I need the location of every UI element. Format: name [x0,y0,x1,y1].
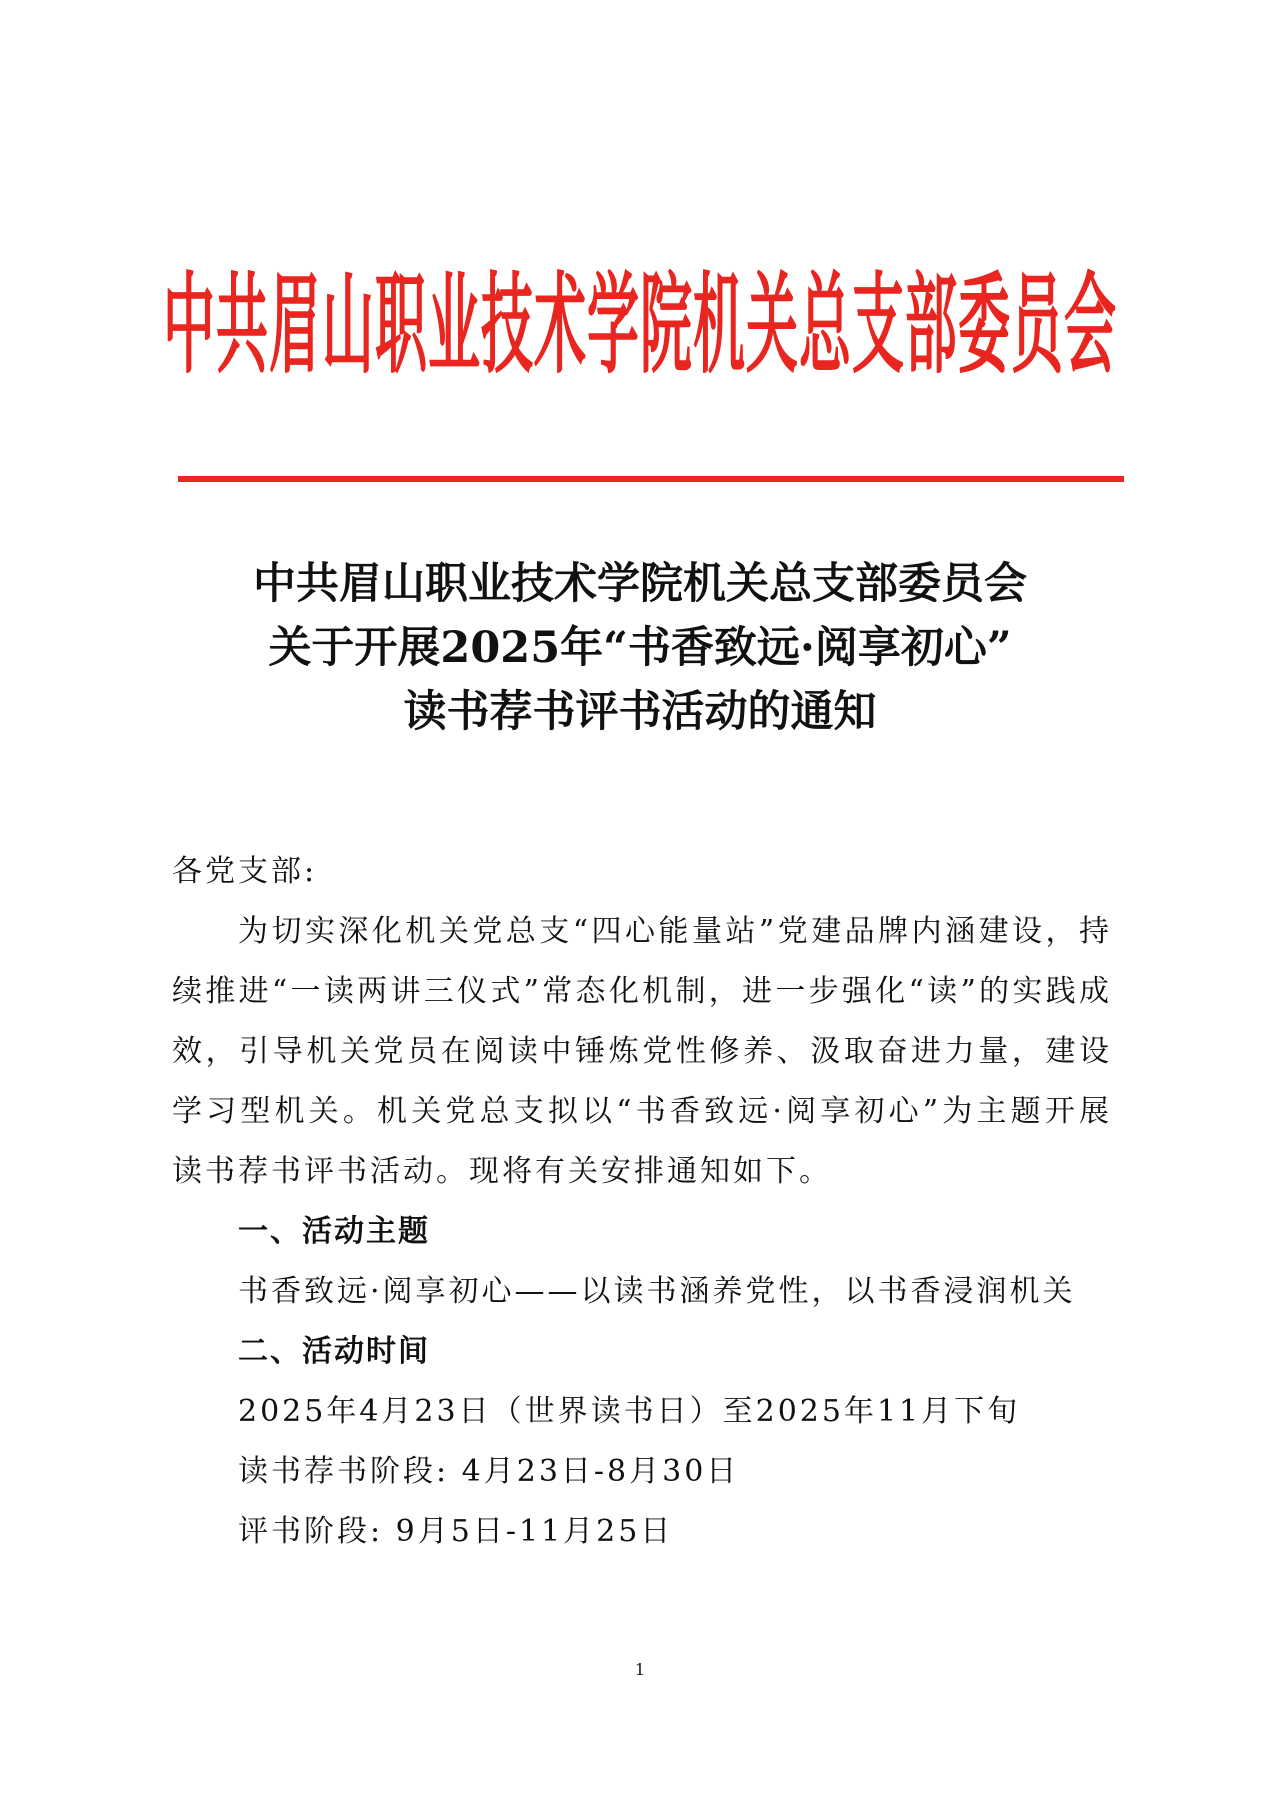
document-title-line-1: 中共眉山职业技术学院机关总支部委员会 [253,559,1027,609]
time-line-overall: 2025年4月23日（世界读书日）至2025年11月下旬 [238,1394,1021,1429]
masthead [0,261,1280,472]
intro-paragraph: 为切实深化机关党总支“四心能量站”党建品牌内涵建设，持续推进“一读两讲三仪式”常态化机制，进一步强化“读”的实践成效，引导机关党员在阅读中锤炼党性修养、汲取奋进力量，建设学习型机关。机关党总支拟以“书香致远·阅享初心”为主题开展读书荐书评书活动。现将有关安排通知如下。 [172,914,1112,1189]
time-line-recommend-stage: 读书荐书阶段: 4月23日-8月30日 [238,1454,740,1489]
document-title [0,552,1280,744]
red-divider-rule [178,476,1124,482]
document-title-line-2: 关于开展2025年“书香致远·阅享初心” [268,623,1012,673]
theme-content: 书香致远·阅享初心——以读书涵养党性，以书香浸润机关 [238,1274,1076,1309]
section-heading-time: 二、活动时间 [238,1334,430,1369]
time-line-review-stage: 评书阶段: 9月5日-11月25日 [238,1514,674,1549]
document-body [172,842,1112,1562]
masthead-title: 中共眉山职业技术学院机关总支部委员会 [162,261,1117,390]
salutation: 各党支部: [172,854,318,889]
document-title-line-3: 读书荐书评书活动的通知 [403,687,877,737]
section-heading-theme: 一、活动主题 [238,1214,430,1249]
page-number: 1 [634,1660,646,1679]
